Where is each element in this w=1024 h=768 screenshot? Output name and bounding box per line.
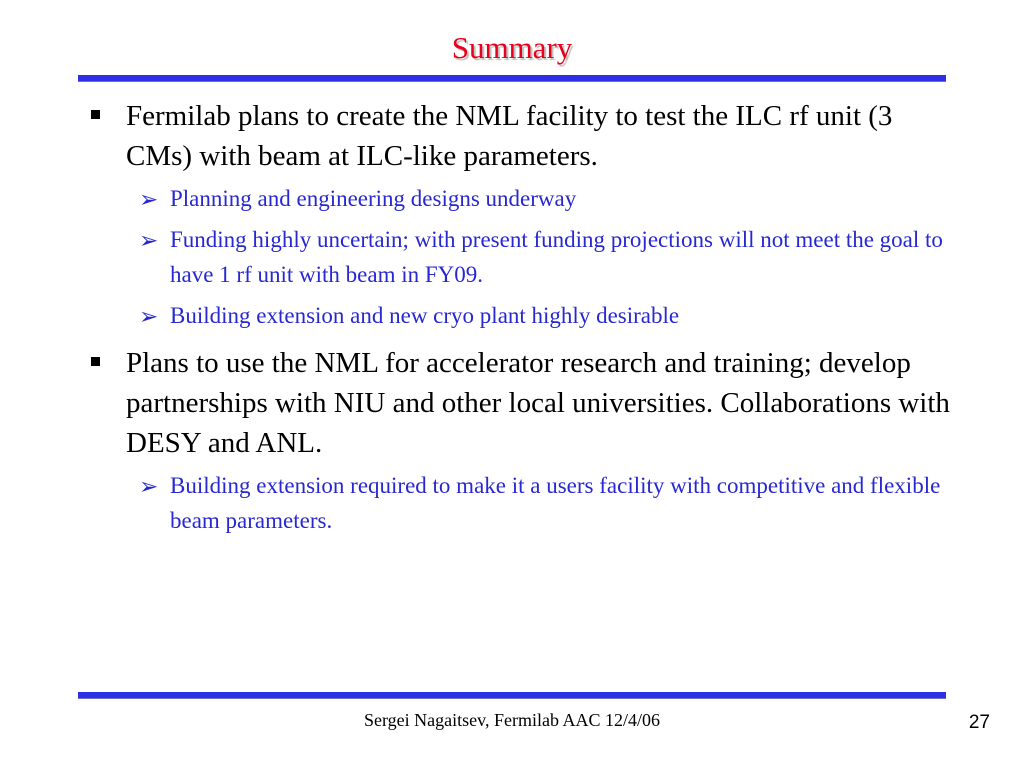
bullet-text: Plans to use the NML for accelerator research and training; develop partnerships with NIU and other local universities. Collaborations with DESY and ANL. [126, 347, 950, 459]
bullet-text: Fermilab plans to create the NML facility to test the ILC rf unit (3 CMs) with beam at ILC-like parameters. [126, 100, 893, 172]
sub-bullet-item [86, 181, 956, 216]
footer-text: Sergei Nagaitsev, Fermilab AAC 12/4/06 [364, 710, 660, 730]
sub-bullet-text: Funding highly uncertain; with present funding projections will not meet the goal to have 1 rf unit with beam in FY09. [170, 227, 943, 287]
arrowhead-bullet-icon: ➢ [139, 474, 159, 499]
square-bullet-icon [91, 357, 100, 366]
arrowhead-bullet-icon: ➢ [139, 304, 159, 329]
sub-bullet-text: Building extension and new cryo plant highly desirable [170, 303, 680, 328]
arrowhead-bullet-icon: ➢ [139, 228, 159, 253]
bullet-item [86, 343, 956, 463]
square-bullet-icon [91, 110, 100, 119]
arrowhead-bullet-icon: ➢ [139, 187, 159, 212]
slide-title: Summary [451, 30, 573, 65]
top-divider [78, 75, 946, 82]
sub-bullet-text: Planning and engineering designs underway [170, 186, 577, 211]
bottom-divider [78, 692, 946, 699]
page-number: 27 [968, 712, 990, 733]
slide-content [86, 96, 956, 544]
bullet-item [86, 96, 956, 176]
sub-bullet-item [86, 298, 956, 333]
sub-bullet-item [86, 222, 956, 292]
sub-bullet-item [86, 468, 956, 538]
sub-bullet-text: Building extension required to make it a users facility with competitive and flexible beam parameters. [170, 473, 941, 533]
